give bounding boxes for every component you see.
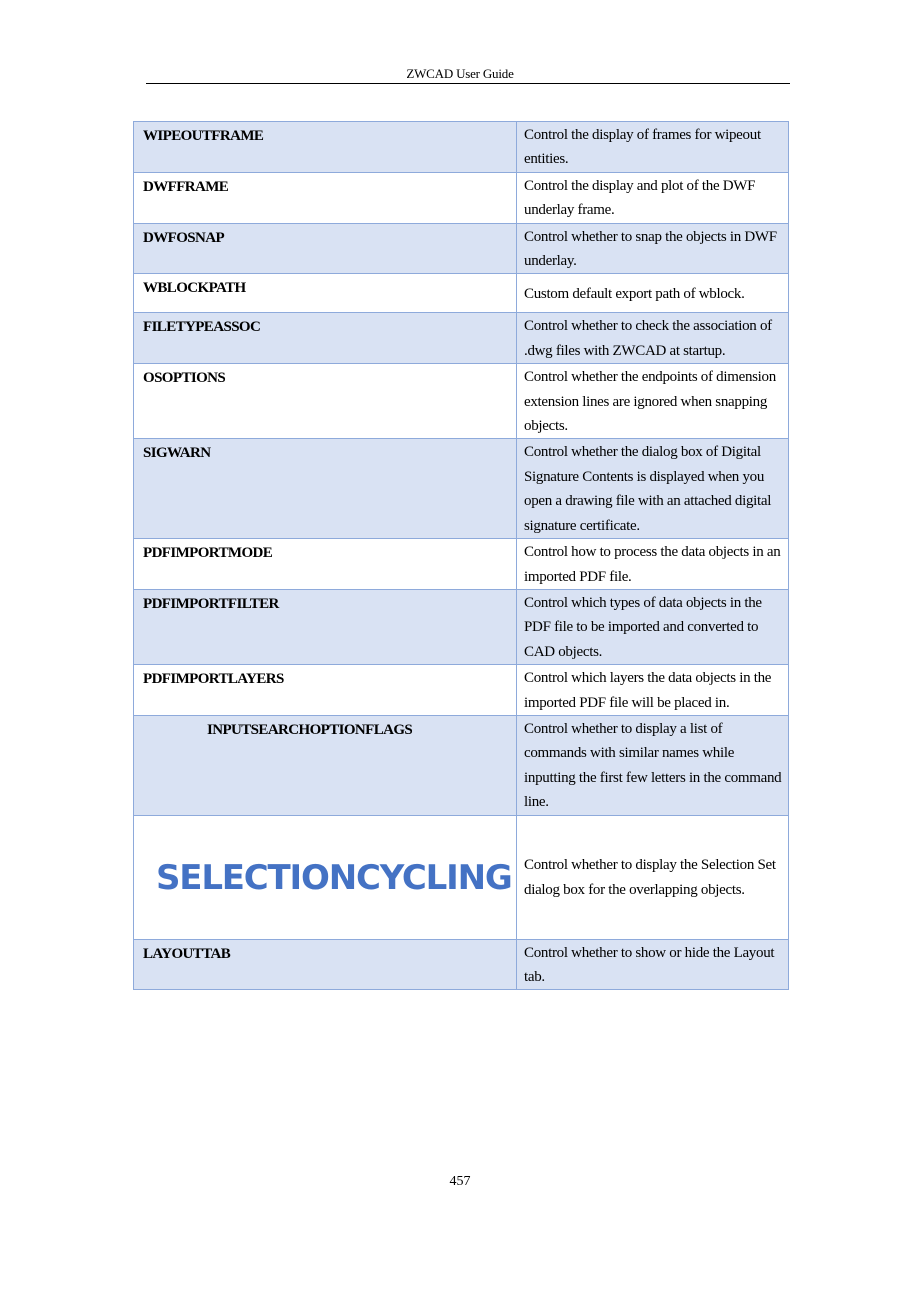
variable-description: Control which types of data objects in the PDF file to be imported and converted to CAD objects. (517, 589, 789, 664)
table-row (134, 172, 789, 223)
variable-description: Control how to process the data objects in an imported PDF file. (517, 539, 789, 590)
variable-name: WIPEOUTFRAME (134, 122, 517, 173)
variable-description: Control whether to snap the objects in DWF underlay. (517, 223, 789, 274)
variable-name: WBLOCKPATH (134, 274, 517, 313)
variable-description: Control whether the dialog box of Digital Signature Contents is displayed when you open a drawing file with an attached digital signature certificate. (517, 439, 789, 539)
variable-name: DWFOSNAP (134, 223, 517, 274)
system-variables-table (133, 121, 789, 990)
table-row (134, 122, 789, 173)
variable-description: Control which layers the data objects in the imported PDF file will be placed in. (517, 665, 789, 716)
variable-name: OSOPTIONS (134, 364, 517, 439)
table-row (134, 223, 789, 274)
variable-description: Control whether to check the association of .dwg files with ZWCAD at startup. (517, 313, 789, 364)
table-row (134, 715, 789, 815)
variable-name-highlighted: SELECTIONCYCLING (134, 815, 517, 939)
variable-name: PDFIMPORTLAYERS (134, 665, 517, 716)
header-divider (146, 83, 790, 84)
variable-description: Custom default export path of wblock. (517, 274, 789, 313)
variable-name: LAYOUTTAB (134, 939, 517, 990)
page-header-title: ZWCAD User Guide (406, 66, 514, 81)
variable-name: DWFFRAME (134, 172, 517, 223)
table-row (134, 589, 789, 664)
table-row (134, 665, 789, 716)
table-row (134, 313, 789, 364)
table-row (134, 439, 789, 539)
variable-name: INPUTSEARCHOPTIONFLAGS (134, 715, 517, 815)
variable-description: Control the display and plot of the DWF underlay frame. (517, 172, 789, 223)
page-number: 457 (449, 1174, 471, 1189)
variable-name: PDFIMPORTFILTER (134, 589, 517, 664)
variable-description: Control the display of frames for wipeout entities. (517, 122, 789, 173)
table-row (134, 539, 789, 590)
variable-name: FILETYPEASSOC (134, 313, 517, 364)
table-row (134, 815, 789, 939)
variable-name: PDFIMPORTMODE (134, 539, 517, 590)
variable-description: Control whether to display the Selection Set dialog box for the overlapping objects. (517, 815, 789, 939)
variable-name: SIGWARN (134, 439, 517, 539)
table-row (134, 274, 789, 313)
variable-description: Control whether to display a list of commands with similar names while inputting the first few letters in the command line. (517, 715, 789, 815)
table-row (134, 939, 789, 990)
table-row (134, 364, 789, 439)
variable-description: Control whether to show or hide the Layout tab. (517, 939, 789, 990)
variable-description: Control whether the endpoints of dimension extension lines are ignored when snapping objects. (517, 364, 789, 439)
